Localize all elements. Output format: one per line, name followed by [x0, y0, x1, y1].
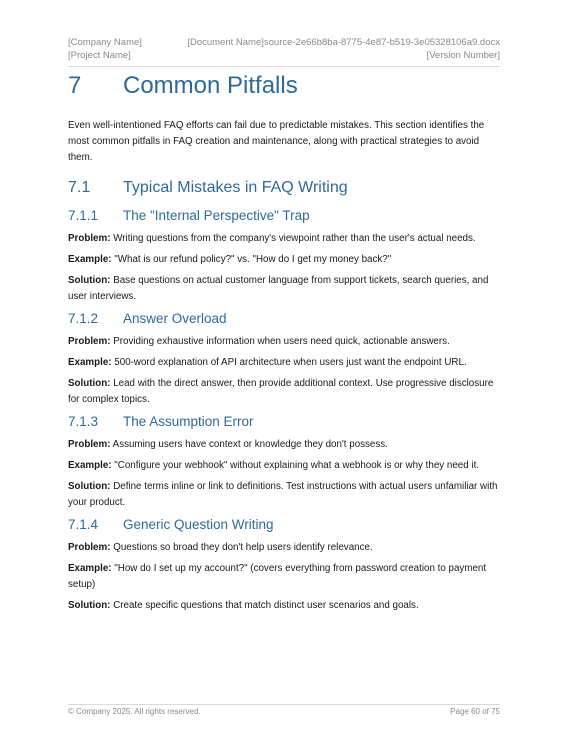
page-header — [68, 36, 500, 67]
chapter-title: Common Pitfalls — [123, 72, 298, 99]
subsection-number: 7.1.2 — [68, 311, 99, 326]
example-paragraph — [68, 355, 500, 371]
example-text: 500-word explanation of API architecture when users just want the endpoint URL. — [114, 357, 467, 368]
subsection — [68, 516, 500, 614]
section-title: Typical Mistakes in FAQ Writing — [123, 179, 348, 196]
solution-text: Lead with the direct answer, then provide additional context. Use progressive disclosure for complex topics. — [68, 378, 494, 405]
example-paragraph — [68, 458, 500, 474]
problem-paragraph — [68, 231, 500, 247]
solution-paragraph — [68, 479, 500, 511]
document-name: [Document Name]source-2e66b8ba-8775-4e87-b519-3e05328106a9.docx — [187, 37, 500, 48]
solution-label: Solution: — [68, 481, 111, 492]
problem-label: Problem: — [68, 542, 111, 553]
solution-label: Solution: — [68, 378, 111, 389]
subsection-number: 7.1.4 — [68, 517, 99, 532]
solution-paragraph — [68, 598, 500, 614]
solution-text: Create specific questions that match distinct user scenarios and goals. — [113, 600, 419, 611]
section-heading — [68, 177, 500, 199]
example-label: Example: — [68, 563, 112, 574]
problem-label: Problem: — [68, 233, 111, 244]
subsection-heading — [68, 516, 500, 534]
subsection — [68, 413, 500, 511]
example-text: "Configure your webhook" without explaining what a webhook is or why they need it. — [114, 460, 480, 471]
intro-paragraph: Even well-intentioned FAQ efforts can fail due to predictable mistakes. This section identifies the most common pitfalls in FAQ creation and maintenance, along with practical strategies to avoid them. — [68, 120, 485, 163]
page-content — [68, 118, 500, 619]
subsection — [68, 207, 500, 305]
subsection-number: 7.1.1 — [68, 208, 99, 223]
example-paragraph — [68, 252, 500, 268]
solution-label: Solution: — [68, 600, 111, 611]
example-label: Example: — [68, 254, 112, 265]
solution-label: Solution: — [68, 275, 111, 286]
subsection-heading — [68, 207, 500, 225]
problem-label: Problem: — [68, 439, 111, 450]
section-number: 7.1 — [68, 179, 91, 196]
subsection-list — [68, 207, 500, 614]
page-footer — [68, 704, 500, 716]
page-number: Page 60 of 75 — [450, 707, 500, 716]
example-label: Example: — [68, 357, 112, 368]
chapter-heading — [68, 72, 298, 100]
problem-paragraph — [68, 334, 500, 350]
project-name: [Project Name] — [68, 50, 131, 61]
subsection-number: 7.1.3 — [68, 414, 99, 429]
solution-paragraph — [68, 273, 500, 305]
subsection — [68, 310, 500, 408]
problem-text: Writing questions from the company's viewpoint rather than the user's actual needs. — [113, 233, 476, 244]
subsection-title: Answer Overload — [123, 311, 227, 326]
example-label: Example: — [68, 460, 112, 471]
chapter-number: 7 — [68, 72, 82, 99]
subsection-title: Generic Question Writing — [123, 517, 274, 532]
solution-text: Define terms inline or link to definitions. Test instructions with actual users unfamiliar with your product. — [68, 481, 498, 508]
copyright-text: © Company 2025. All rights reserved. — [68, 707, 201, 716]
company-name: [Company Name] — [68, 37, 142, 48]
subsection-heading — [68, 413, 500, 431]
example-text: "How do I set up my account?" (covers everything from password creation to payment setup) — [68, 563, 487, 590]
problem-paragraph — [68, 540, 500, 556]
solution-paragraph — [68, 376, 500, 408]
version-number: [Version Number] — [426, 50, 500, 61]
example-text: "What is our refund policy?" vs. "How do I get my money back?" — [114, 254, 392, 265]
subsection-title: The Assumption Error — [123, 414, 254, 429]
problem-text: Questions so broad they don't help users identify relevance. — [113, 542, 373, 553]
solution-text: Base questions on actual customer language from support tickets, search queries, and user interviews. — [68, 275, 489, 302]
problem-text: Assuming users have context or knowledge they don't possess. — [112, 439, 388, 450]
example-paragraph — [68, 561, 500, 593]
subsection-title: The "Internal Perspective" Trap — [123, 208, 310, 223]
problem-text: Providing exhaustive information when users need quick, actionable answers. — [113, 336, 450, 347]
subsection-heading — [68, 310, 500, 328]
problem-label: Problem: — [68, 336, 111, 347]
problem-paragraph — [68, 437, 500, 453]
